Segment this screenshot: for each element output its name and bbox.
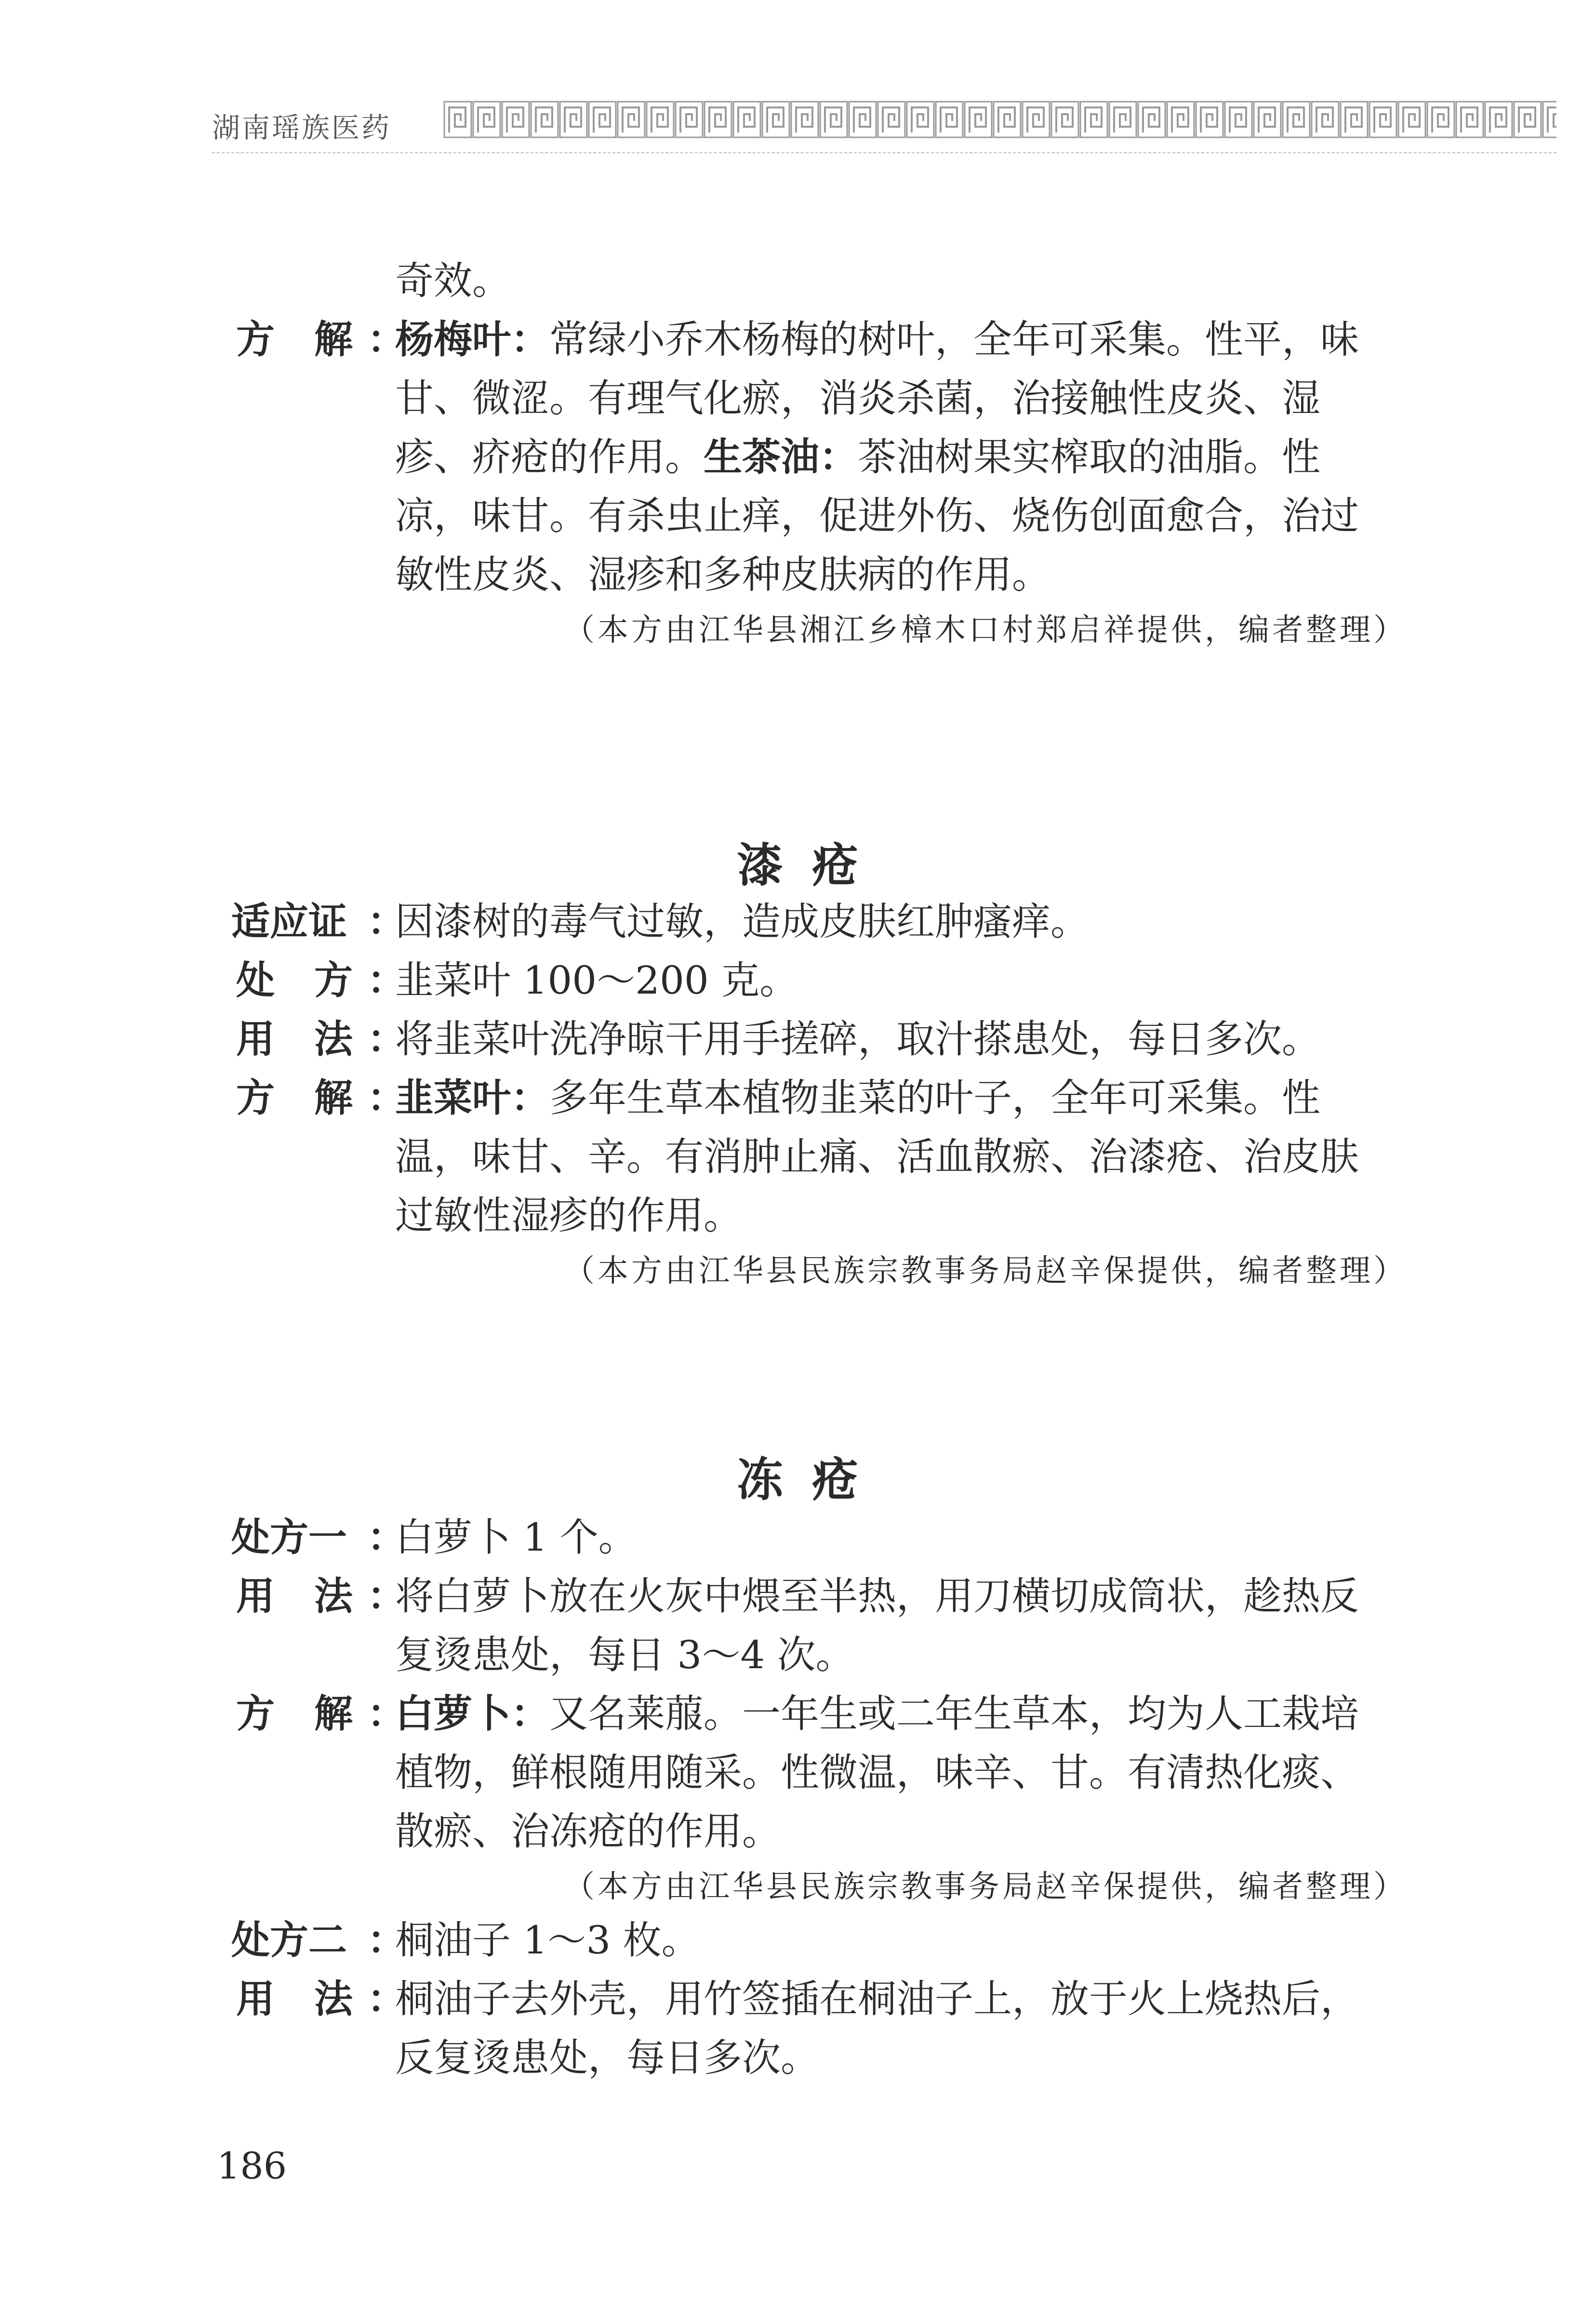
section-yangmei [231,252,1417,654]
source-credit: （本方由江华县民族宗教事务局赵辛保提供，编者整理） [564,1869,1407,1905]
source-credit: （本方由江华县湘江乡樟木口村郑启祥提供，编者整理） [564,612,1407,648]
source-credit: （本方由江华县民族宗教事务局赵辛保提供，编者整理） [564,1253,1407,1289]
herb-term: 白萝卜： [395,1691,549,1736]
indications-entry: 适应证 ： 因漆树的毒气过敏，造成皮肤红肿瘙痒。 [231,899,1089,944]
herb-term: 生茶油： [704,435,858,479]
rx1-entry: 处方一 ： 白萝卜 1 个。 [231,1515,637,1560]
fangjie-entry: 方 解 ： 韭菜叶：多年生草本植物韭菜的叶子，全年可采集。性 温，味甘、辛。有消肿止痛、活血散瘀、治漆疮、治皮肤 过敏性湿疹的作用。 [231,1069,1417,1245]
section-title: 冻疮 [737,1452,887,1507]
rx2-entry: 处方二 ： 桐油子 1～3 枚。 [231,1918,700,1963]
section-dongchuang [231,1508,1417,2087]
herb-term: 韭菜叶： [395,1076,549,1120]
ornamental-border [443,99,1556,140]
usage1-entry: 用 法 ： 将白萝卜放在火灰中煨至半热，用刀横切成筒状，趁热反 复烫患处，每日 3～4 次。 [236,1574,1359,1677]
prescription-entry: 处 方 ： 韭菜叶 100～200 克。 [236,958,798,1003]
continuation-line: 奇效。 [395,258,511,303]
usage2-entry: 用 法 ： 桐油子去外壳，用竹签插在桐油子上，放于火上烧热后， 反复烫患处，每日多次。 [236,1977,1359,2080]
fangjie-entry: 方 解 ： 杨梅叶：常绿小乔木杨梅的树叶，全年可采集。性平，味 甘、微涩。有理气化瘀，消炎杀菌，治接触性皮炎、湿 疹、疥疮的作用。生茶油：茶油树果实榨取的油脂。性 凉，味甘。有杀虫止痒，促进外伤、烧伤创面愈合，治过 敏性皮炎、湿疹和多种皮肤病的作用。 [231,310,1417,604]
fangjie-text: 杨梅叶：常绿小乔木杨梅的树叶，全年可采集。性平，味 甘、微涩。有理气化瘀，消炎杀菌，治接触性皮炎、湿 疹、疥疮的作用。生茶油：茶油树果实榨取的油脂。性 凉，味甘。有杀虫止痒，促进外伤、烧伤创面愈合，治过 敏性皮炎、湿疹和多种皮肤病的作用。 [395,317,1359,597]
herb-term: 杨梅叶： [395,317,549,362]
running-header [212,96,1556,149]
page-number: 186 [217,2144,287,2187]
indications-label: 适应证 [231,899,347,944]
header-rule [212,152,1556,153]
book-title: 湖南瑶族医药 [212,111,392,144]
section-qichuang [231,892,1417,1295]
section-title: 漆疮 [737,838,887,892]
fangjie-text: 白萝卜：又名莱菔。一年生或二年生草本，均为人工栽培 植物，鲜根随用随采。性微温，味辛、甘。有清热化痰、 散瘀、治冻疮的作用。 [395,1691,1359,1854]
fangjie-entry: 方 解 ： 白萝卜：又名莱菔。一年生或二年生草本，均为人工栽培 植物，鲜根随用随采。性微温，味辛、甘。有清热化痰、 散瘀、治冻疮的作用。 [231,1685,1417,1861]
usage-entry: 用 法 ： 将韭菜叶洗净晾干用手搓碎，取汁搽患处，每日多次。 [236,1017,1320,1062]
fangjie-text: 韭菜叶：多年生草本植物韭菜的叶子，全年可采集。性 温，味甘、辛。有消肿止痛、活血散瘀、治漆疮、治皮肤 过敏性湿疹的作用。 [395,1076,1359,1238]
